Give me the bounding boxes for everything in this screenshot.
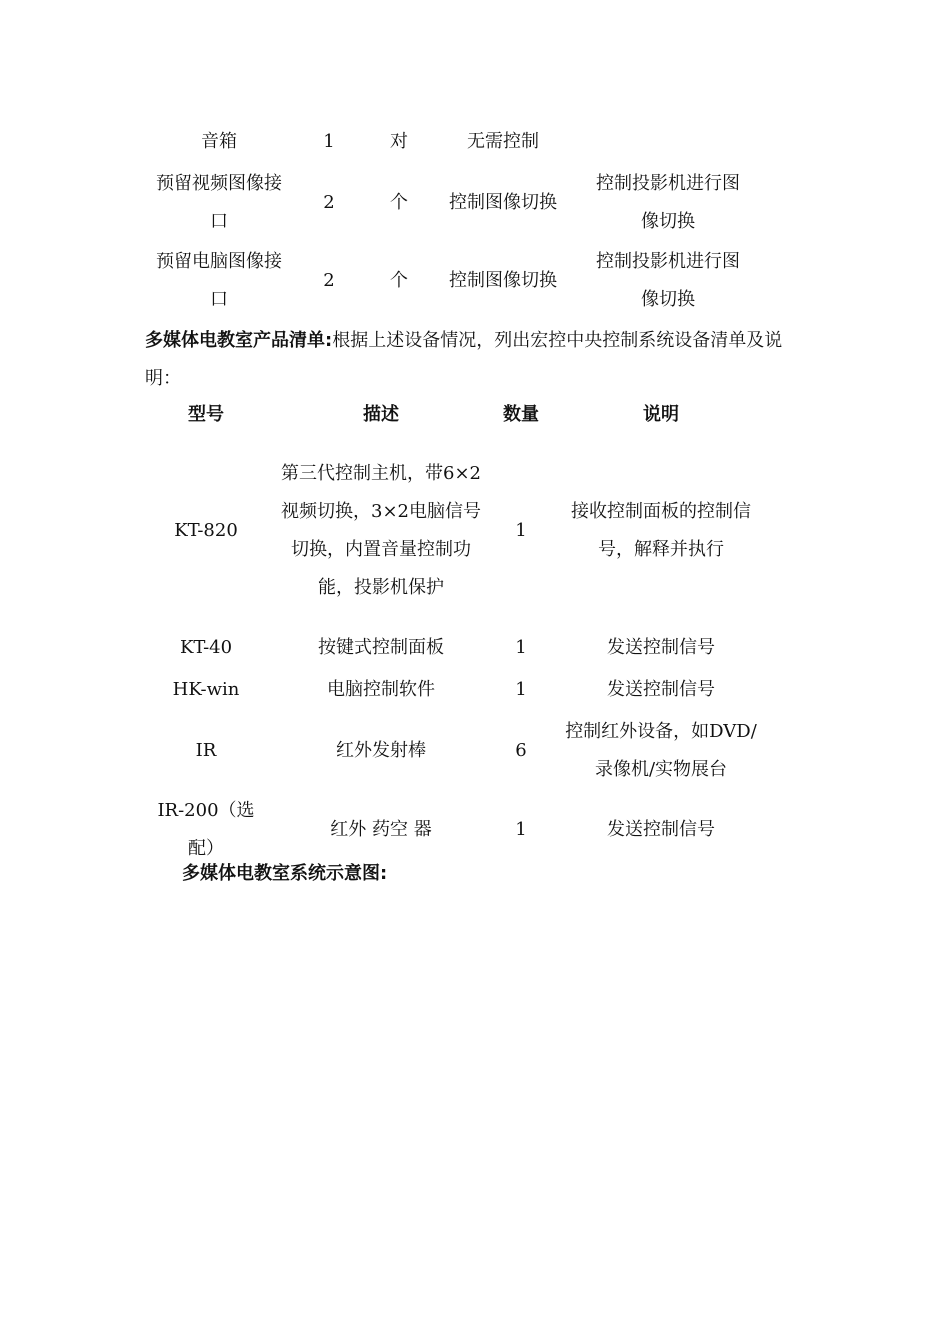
table-row: [140, 242, 780, 320]
product-model: KT-40: [179, 637, 233, 658]
product-list-text: 根据上述设备情况，列出宏控中央控制系统设备清单及说明：: [145, 330, 783, 389]
product-desc: 电脑控制软件: [327, 679, 435, 700]
device-desc: 控制投影机进行图像切换: [596, 173, 740, 232]
device-control: 无需控制: [467, 131, 539, 152]
device-unit: 对: [390, 131, 408, 152]
table-row: [140, 164, 780, 242]
product-model: HK-win: [172, 679, 240, 700]
product-qty: 1: [515, 520, 527, 541]
table-row: [140, 668, 780, 712]
table-row: [140, 120, 780, 164]
table-row: [140, 712, 780, 790]
product-desc: 第三代控制主机，带6×2视频切换，3×2电脑信号切换，内置音量控制功能，投影机保护: [281, 463, 481, 598]
device-name: 音箱: [201, 131, 237, 152]
product-note: 发送控制信号: [607, 637, 715, 658]
product-note: 接收控制面板的控制信号，解释并执行: [571, 501, 751, 560]
device-control: 控制图像切换: [449, 270, 557, 291]
device-name: 预留电脑图像接口: [156, 251, 282, 310]
table-row: [140, 434, 780, 628]
device-qty: 2: [323, 270, 335, 291]
product-model: IR-200（选配）: [157, 800, 255, 859]
device-control: 控制图像切换: [449, 192, 557, 213]
device-qty: 2: [323, 192, 335, 213]
product-list-intro: [145, 322, 815, 398]
device-unit: 个: [390, 192, 408, 213]
header-qty: 数量: [503, 404, 539, 425]
table-row: [140, 628, 780, 668]
product-desc: 按键式控制面板: [318, 637, 444, 658]
device-unit: 个: [390, 270, 408, 291]
table-header-row: [140, 396, 780, 434]
device-qty: 1: [323, 131, 335, 152]
product-note: 发送控制信号: [607, 679, 715, 700]
product-list-lead: 多媒体电教室产品清单:: [145, 330, 333, 351]
device-desc: 控制投影机进行图像切换: [596, 251, 740, 310]
product-desc: 红外发射棒: [336, 740, 426, 761]
product-qty: 1: [515, 637, 527, 658]
product-note: 控制红外设备，如DVD/录像机/实物展台: [565, 721, 757, 780]
product-qty: 6: [515, 740, 527, 761]
system-diagram-heading: 多媒体电教室系统示意图:: [182, 863, 388, 884]
product-qty: 1: [515, 819, 527, 840]
product-desc: 红外 药空 器: [330, 819, 432, 840]
product-model: KT-820: [174, 520, 238, 541]
device-name: 预留视频图像接口: [156, 173, 282, 232]
product-list-table: [140, 396, 780, 870]
header-desc: 描述: [363, 404, 399, 425]
product-model: IR: [195, 740, 217, 761]
product-qty: 1: [515, 679, 527, 700]
header-model: 型号: [188, 404, 224, 425]
equipment-control-table: [140, 120, 780, 320]
product-note: 发送控制信号: [607, 819, 715, 840]
header-note: 说明: [643, 404, 679, 425]
